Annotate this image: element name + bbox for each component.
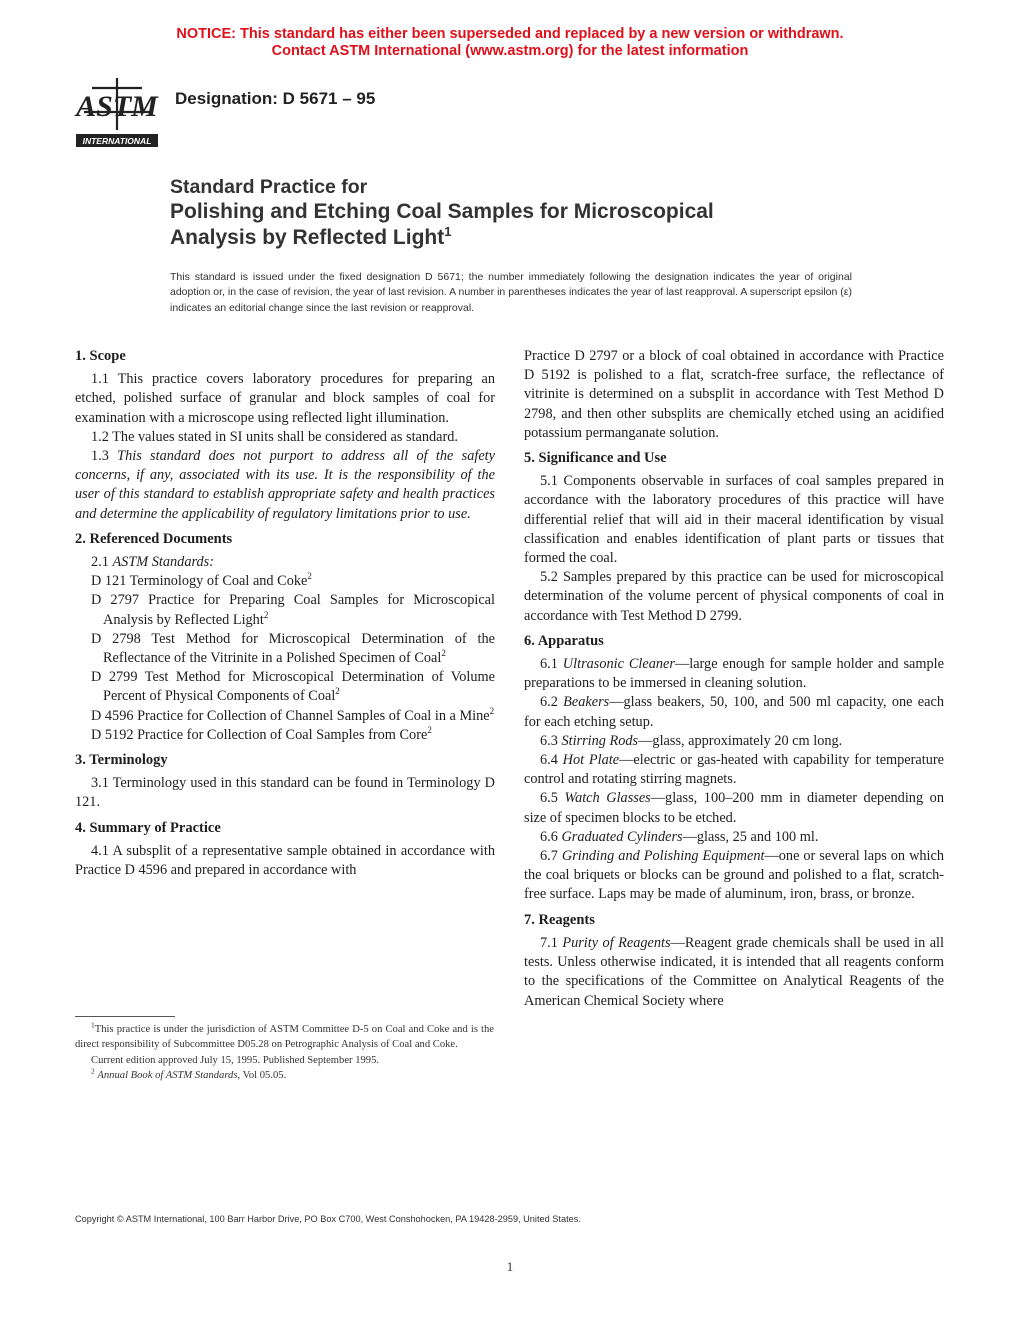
paragraph-1-3: 1.3 This standard does not purport to address all of the safety concerns, if any, associated with its use. It is the responsibility of the user of this standard to establish appropriate safety and health practices and determine the applicability of regulatory limitations prior to use. [75, 448, 495, 522]
paragraph-5-2: 5.2 Samples prepared by this practice can be used for microscopical determination of the volume percent of physical components of coal in accordance with Test Method D 2799. [524, 569, 944, 624]
title-footnote-mark: 1 [444, 224, 452, 239]
footnotes [75, 1022, 494, 1083]
logo-text: ASTM [76, 90, 158, 123]
reference-item: D 4596 Practice for Collection of Channel Samples of Coal in a Mine$^2$ [91, 705, 495, 724]
section-heading-summary: 4. Summary of Practice [75, 819, 221, 836]
section-heading-referenced: 2. Referenced Documents [75, 530, 233, 547]
logo-subtext: INTERNATIONAL [82, 136, 152, 146]
right-column [524, 347, 944, 1011]
epsilon-symbol: ε [843, 286, 849, 299]
astm-standards-label: 2.1 ASTM Standards: [91, 554, 214, 571]
footnote-1-edition: Current edition approved July 15, 1995. Published September 1995. [91, 1054, 380, 1066]
paragraph-1-1: 1.1 This practice covers laboratory procedures for preparing an etched, polished surface of granular and block samples of coal for examination with a microscope using reflected light illumination. [75, 371, 495, 426]
section-heading-terminology: 3. Terminology [75, 752, 168, 769]
notice-line-2: Contact ASTM International (www.astm.org) for the latest information [271, 43, 749, 59]
copyright: Copyright © ASTM International, 100 Barr Harbor Drive, PO Box C700, West Conshohocken, PA 19428-2959, United States. [75, 1214, 581, 1224]
title-line-2: Polishing and Etching Coal Samples for Microscopical [170, 200, 714, 223]
paragraph-4-1-continued: Practice D 2797 or a block of coal obtained in accordance with Practice D 5192 is polished to a flat, scratch-free surface, the reflectance of vitrinite is determined on a subsplit in accordance with Test Method D 2798, and then other subsplits are chemically etched using an acidified potassium permanganate solution. [524, 348, 944, 441]
apparatus-item: 6.2 Beakers—glass beakers, 50, 100, and 500 ml capacity, one each for each etching setup. [524, 694, 944, 730]
title-line-1: Standard Practice for [170, 176, 368, 198]
apparatus-item: 6.4 Hot Plate—electric or gas-heated with capability for temperature control and rotating stirring magnets. [524, 752, 944, 788]
footnote-divider [75, 1016, 175, 1017]
title-line-3: Analysis by Reflected Light$^1$ [170, 224, 452, 249]
apparatus-item: 6.1 Ultrasonic Cleaner—large enough for sample holder and sample preparations to be immersed in cleaning solution. [524, 656, 944, 692]
apparatus-item: 6.6 Graduated Cylinders—glass, 25 and 100 ml. [540, 828, 819, 845]
section-heading-apparatus: 6. Apparatus [524, 632, 604, 649]
designation: Designation: D 5671 – 95 [175, 89, 376, 108]
page-number: 1 [506, 1259, 514, 1274]
footnote-1: $^1$This practice is under the jurisdiction of ASTM Committee D-5 on Coal and Coke and is the direct responsibility of Subcommittee D05.28 on Petrographic Analysis of Coal and Coke. [75, 1020, 494, 1051]
reference-item: D 2799 Test Method for Microscopical Determination of Volume Percent of Physical Components of Coal$^2$ [91, 669, 495, 705]
paragraph-4-1-start: 4.1 A subsplit of a representative sample obtained in accordance with Practice D 4596 and prepared in accordance with [75, 842, 495, 879]
section-heading-significance: 5. Significance and Use [524, 450, 667, 467]
paragraph-5-1: 5.1 Components observable in surfaces of coal samples prepared in accordance with the laboratory procedures of this practice will have differential relief that will aid in their maceral identification by visual classification and enables identification of plant parts or tissues that formed the coal. [524, 473, 944, 567]
notice-banner [0, 26, 1020, 60]
apparatus-item: 6.5 Watch Glasses—glass, 100–200 mm in diameter depending on size of specimen blocks to be etched. [524, 790, 944, 826]
reference-item: D 5192 Practice for Collection of Coal Samples from Core$^2$ [91, 725, 432, 743]
reference-item: D 2798 Test Method for Microscopical Determination of the Reflectance of the Vitrinite in a Polished Specimen of Coal$^2$ [91, 630, 495, 667]
apparatus-item: 6.3 Stirring Rods—glass, approximately 20 cm long. [540, 732, 843, 749]
reference-item: D 2797 Practice for Preparing Coal Samples for Microscopical Analysis by Reflected Light$^2$ [91, 592, 495, 628]
apparatus-item: 6.7 Grinding and Polishing Equipment—one or several laps on which the coal briquets or blocks can be ground and polished to a flat, scratch-free surface. Laps may be made of aluminum, iron, brass, or bronze. [524, 848, 945, 903]
footnote-2: $^2$ Annual Book of ASTM Standards, Vol 05.05. [91, 1066, 287, 1081]
paragraph-7-1: 7.1 Purity of Reagents—Reagent grade chemicals shall be used in all tests. Unless otherwise indicated, it is intended that all reagents conform to the specifications of the Committee on Analytical Reagents of the American Chemical Society where [524, 934, 944, 1009]
section-heading-reagents: 7. Reagents [524, 911, 595, 928]
section-heading-scope: 1. Scope [75, 348, 126, 364]
notice-line-1: NOTICE: This standard has either been superseded and replaced by a new version or withdrawn. [176, 26, 844, 42]
reference-item: D 121 Terminology of Coal and Coke$^2$ [91, 571, 312, 590]
page-title [170, 175, 714, 251]
preamble: This standard is issued under the fixed designation D 5671; the number immediately following the designation indicates the year of original adoption or, in the case of revision, the year of last revision. A number in parentheses indicates the year of last reapproval. A superscript epsilon (ε) indicates an editorial change since the last revision or reapproval. [170, 271, 852, 314]
paragraph-3-1: 3.1 Terminology used in this standard can be found in Terminology D 121. [75, 775, 495, 811]
paragraph-1-2: 1.2 The values stated in SI units shall be considered as standard. [91, 428, 459, 445]
left-column [75, 347, 495, 880]
astm-logo-icon [74, 72, 160, 150]
